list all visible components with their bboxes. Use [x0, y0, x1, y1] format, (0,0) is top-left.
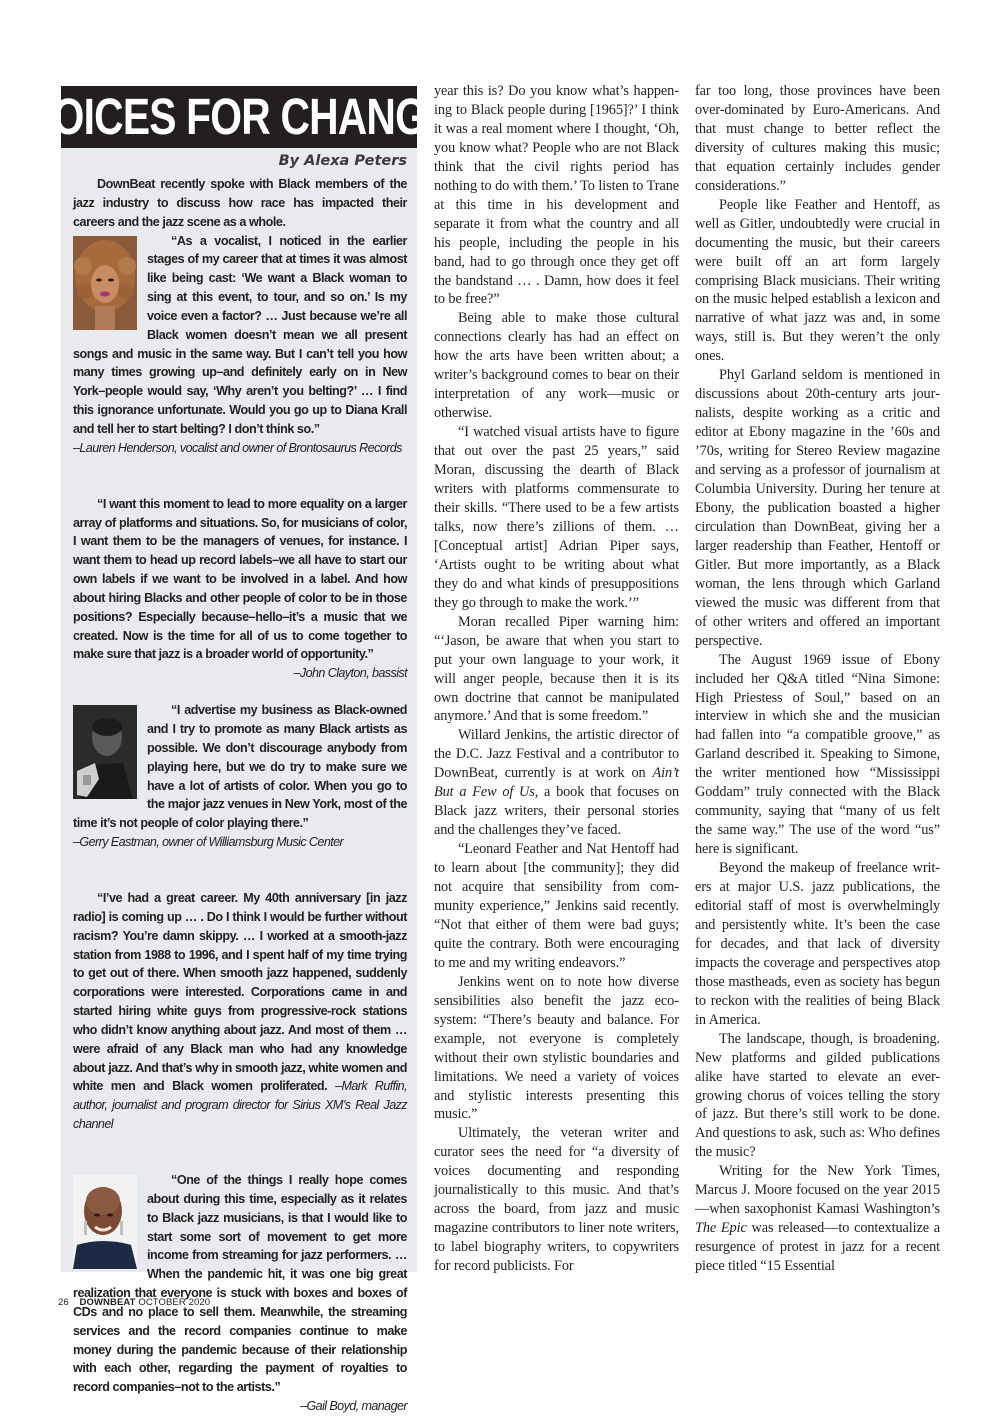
paragraph: Moran recalled Piper warning him: “‘Jason, be aware that when you start to put your own language to your work, it will anger people, because then it is its own doctrine that cannot be manipulated anymore.’ And that is some freedom.” [434, 613, 679, 725]
paragraph: Phyl Garland seldom is mentioned in discussions about 20th-century arts journalists, despite working as a critic and editor at Ebony magazine in the ’60s and ’70s, writing for Stereo Review magazine and serving as a professor of journalism at Columbia University. During her tenure at Ebony, the publication boasted a higher circulation than DownBeat, giving her a larger readership than Feather, Hentoff or Gitler. But more importantly, as a Black woman, the lens through which Garland viewed the music was different from that of other writers and offered an important perspective. [695, 367, 940, 649]
paragraph: year this is? Do you know what’s happening to Black people during [1965]?’ I think it was a real moment where I thought, ‘Oh, you know what? People who are not Black think that the civil rights period has nothing to do with them.’ To listen to Trane at this time in his development and separate it from what the country and all his people, including the people in his band, had to go through once they get off the bandstand … . Damn, how does it feel to be free?” [434, 83, 679, 308]
sidebar-title: VOICES FOR CHANGE [25, 88, 453, 145]
photo-gail-boyd [73, 1175, 137, 1269]
byline: By Alexa Peters [278, 153, 407, 169]
quote-block [73, 495, 407, 681]
paragraph: Beyond the makeup of freelance writers at major U.S. jazz publications, the editorial staff of most is overwhelmingly and persistently white. It’s been the case for decades, and that lack of diversity impacts the coverage and perspectives atop those mastheads, even as society has begun to reckon with the realities of being Black in America. [695, 860, 940, 1028]
article-column-middle [434, 82, 679, 1276]
photo-gerry-eastman [73, 705, 137, 799]
paragraph: Being able to make those cultural connections clearly has had an effect on how the arts have been written about; a writer’s background comes to bear on their interpretation of any work—music or otherwise. [434, 310, 679, 422]
article-column-right [695, 82, 940, 1276]
paragraph: far too long, those provinces have been over-dominated by Euro-Americans. And that must change to better reflect the diversity of cultures making this music; that equation certainly includes gender considerations.” [695, 83, 940, 194]
quote-attribution: –Lauren Henderson, vocalist and owner of Brontosaurus Records [73, 440, 402, 455]
book-title: Ain’t But a Few of Us [434, 765, 679, 801]
quote-text: “I advertise my business as Black-owned and I try to promote as many Black artists as possible. We don’t discourage anybody from playing here, but we do try to make sure we have a lot of artists of color. When you go to the major jazz venues in New York, most of the time it’s not people of color playing there.” [73, 703, 407, 831]
photo-lauren-henderson [73, 236, 137, 330]
quote-attribution: –John Clayton, bassist [293, 666, 407, 681]
page-footer [58, 1297, 210, 1308]
quote-text: “I want this moment to lead to more equality on a larger array of platforms and situations. So, for musicians of color, I want them to be the managers of venues, for instance. I want them to head up record labels–we all have to start our own labels if we want to be involved in a label. And how about hiring Blacks and other people of color to be in those positions? Especially because–hello–it’s a music that we created. Now is the time for all of us to come together to make sure that jazz is a broader world of opportunity.” –John Clayton, bassist [73, 495, 407, 665]
quote-attribution: –Gail Boyd, manager [300, 1399, 407, 1414]
paragraph: The August 1969 issue of Ebony included her Q&A titled “Nina Simone: High Priestess of Soul,” based on an interview in which she and the musician had fallen into “a compatible groove,” as Garland described it. Speaking to Simone, the writer mentioned how “Mississippi Goddam” truly connected with the Black community, saying that “many of us felt the same way.” The use of the word “us” here is significant. [695, 651, 940, 858]
quote-text: “As a vocalist, I noticed in the earlier stages of my career that at times it was almost like being cast: ‘We want a Black woman to sing at this event, to tour, and so on.’ Is my voice even a factor? … Just because we’re all Black women doesn’t mean we all present songs and music in the same way. But I can’t tell you how many times growing up–and definitely early on in New York–people would say, ‘Why aren’t you belting?’ … I find this ignorance unfortunate. Would you go up to Diana Krall and tell her to start belting? I don’t think so.” [73, 233, 407, 436]
album-title: The Epic [695, 1220, 747, 1237]
title-banner [25, 86, 453, 148]
sidebar-body [61, 175, 417, 1414]
paragraph: People like Feather and Hentoff, as well as Gitler, undoubtedly were crucial in documenting the music, but their careers were built off an art form largely comprising Black musicians. Their writing on the music helped establish a lexicon and narrative of what jazz was and, in some ways, still is. But they weren’t the only ones. [695, 196, 940, 365]
paragraph: “I watched visual artists have to figure that out over the past 25 years,” said Moran, discussing the dearth of Black writers with platforms commensurate to their skills. “There used to be a few artists talks, now there’s zillions of them. … [Conceptual artist] Adrian Piper says, ‘Artists ought to be writing about what they do and what kinds of presuppositions they go through to make the work.’” [434, 424, 679, 611]
paragraph: Writing for the New York Times, Marcus J. Moore focused on the year 2015—when saxophonist Kamasi Washington’s The Epic was released—to contextualize a resurgence of protest in jazz for a recent piece titled “15 Essential [695, 1163, 941, 1275]
quote-text: “I’ve had a great career. My 40th anniversary [in jazz radio] is coming up … . Do I think I would be further without racism? You’re damn skippy. … I worked at a smooth-jazz station from 1988 to 1996, and I spent half of my time trying to get out of there. When smooth jazz happened, suddenly corporations were interested. Corporations came in and started hiring white guys from progressive-rock stations who didn’t know anything about jazz. And most of them … were afraid of any Black man who had any knowledge about jazz. And that’s why in smooth jazz, white women and white men and Black women proliferated. –Mark Ruffin, author, journalist and program director for Sirius XM’s Real Jazz channel [73, 891, 407, 1132]
paragraph: Willard Jenkins, the artistic director of the D.C. Jazz Festival and a contributor to DownBeat, currently is at work on Ain’t But a Few of Us, a book that focuses on Black jazz writers, their personal stories and the challenges they’ve faced. [434, 727, 679, 839]
quote-block [73, 889, 407, 1134]
quote-block [73, 701, 407, 852]
quote-attribution: –Mark Ruffin, author, journalist and program director for Sirius XM’s Real Jazz channel [73, 1079, 407, 1132]
magazine-name: DOWNBEAT [79, 1297, 136, 1308]
paragraph: Ultimately, the veteran writer and curator sees the need for “a diversity of voices documenting and responding journalistically to this music. And that’s across the board, from jazz and music magazine contributors to liner note writers, to label biography writers, to copywriters for record publicists. For [434, 1125, 679, 1275]
page-number: 26 [58, 1297, 69, 1308]
issue-date: OCTOBER 2020 [138, 1297, 211, 1308]
paragraph: Jenkins went on to note how diverse sensibilities also benefit the jazz ecosystem: “There’s beauty and balance. For example, not everyone is completely without their own stylistic boundaries and limitations. We need a variety of voices and stylistic interests presenting this music.” [434, 973, 679, 1123]
paragraph: “Leonard Feather and Nat Hentoff had to learn about [the community]; they did not acquire that sensibility from community experience,” Jenkins said recently. “Not that either of them were bad guys; quite the contrary. Both were encouraging to me and my writing endeavors.” [434, 841, 679, 971]
quote-attribution: –Gerry Eastman, owner of Williamsburg Music Center [73, 835, 344, 850]
quote-text: “One of the things I really hope comes about during this time, especially as it relates to Black jazz musicians, is that I would like to start some sort of movement to get more income from streaming for jazz performers. … When the pandemic hit, it was one big great realization that everyone is stuck with boxes and boxes of CDs and no place to sell them. Meanwhile, the streaming services and the record companies continue to make money during the pandemic because of their relationship with each other, regarding the payment of royalties to record companies–not to the artists.” –Gail Boyd, manager [73, 1171, 407, 1397]
quote-block [73, 1171, 407, 1414]
sidebar-intro: DownBeat recently spoke with Black members of the jazz industry to discuss how race has impacted their careers and the jazz scene as a whole. [73, 177, 407, 229]
quote-block [73, 232, 407, 458]
paragraph: The landscape, though, is broadening. New platforms and gilded publications alike have started to elevate an ever-growing chorus of voices telling the story of jazz. But there’s still work to be done. And questions to ask, such as: Who defines the music? [695, 1030, 940, 1161]
